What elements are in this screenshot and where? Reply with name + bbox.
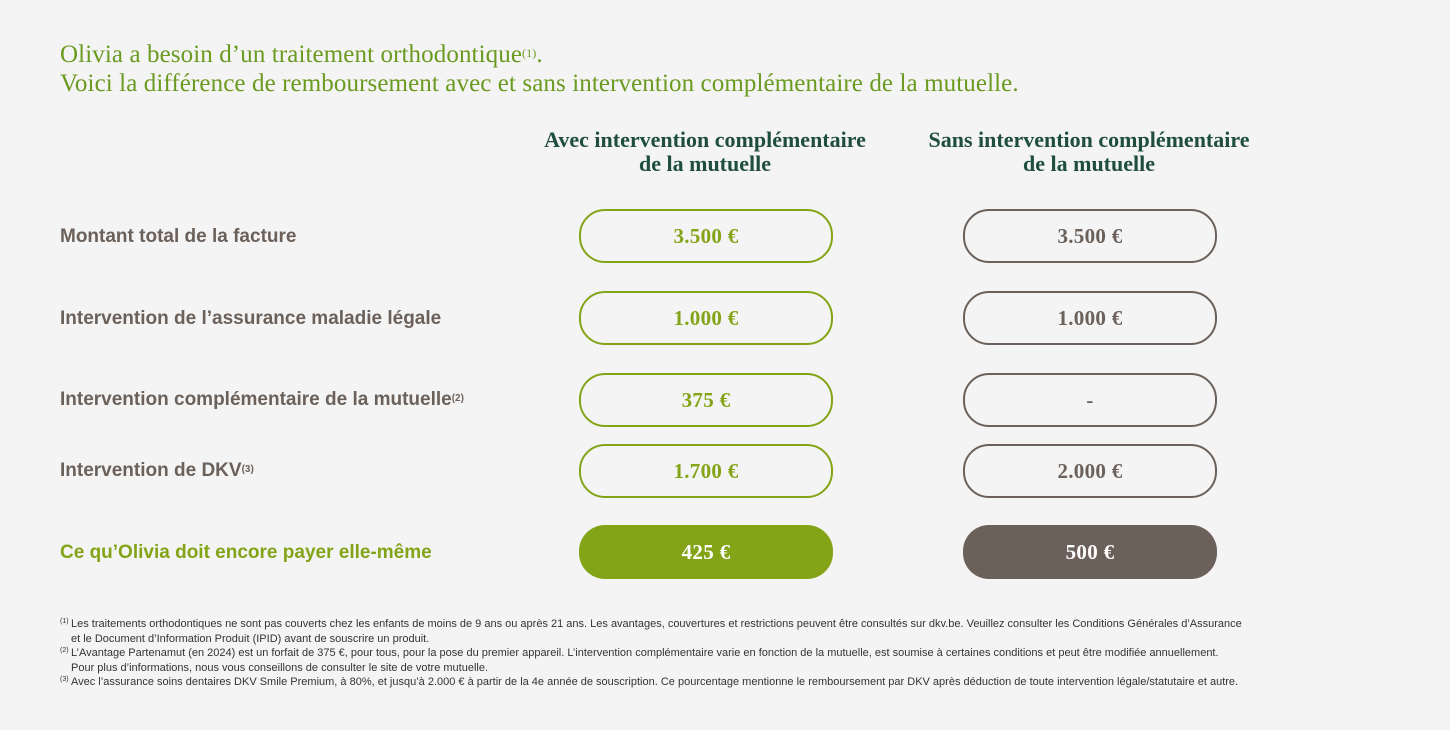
- column-header-with-mutuelle: Avec intervention complémentaire de la mutuelle: [544, 127, 866, 176]
- row-label-dkv: Intervention de DKV$^{(3)}$: [60, 460, 254, 481]
- value-without-mutuelle: -: [963, 373, 1217, 427]
- value-without-legal-insurance: 1.000 €: [963, 291, 1217, 345]
- row-label-total-invoice: Montant total de la facture: [60, 226, 297, 247]
- value-without-total-invoice: 3.500 €: [963, 209, 1217, 263]
- value-with-total-invoice: 3.500 €: [579, 209, 833, 263]
- footnote-ref-1: (1): [522, 46, 537, 60]
- row-label-legal-insurance: Intervention de l’assurance maladie légale: [60, 308, 442, 329]
- footnote-1: (1) Les traitements orthodontiques ne sont pas couverts chez les enfants de moins de 9 ans ou après 21 ans. Les avantages, couvertures et restrictions peuvent être consultés sur dkv.be. Veuillez consulter les Conditions Générales d’Assurance et le Document d’Information Produit (IPID) avant de souscrire un produit.: [60, 618, 1242, 645]
- footnote-ref-3: (3): [241, 464, 254, 475]
- footnote-ref-2: (2): [451, 393, 464, 404]
- value-with-mutuelle: 375 €: [579, 373, 833, 427]
- value-without-remaining-cost: 500 €: [963, 525, 1217, 579]
- row-label-remaining-cost: Ce qu’Olivia doit encore payer elle-même: [60, 542, 432, 563]
- title-line-2: Voici la différence de remboursement avec et sans intervention complémentaire de la mutuelle.: [60, 70, 1019, 97]
- title-line-1: Olivia a besoin d’un traitement orthodontique$^{(1)}$.: [60, 41, 543, 68]
- value-with-remaining-cost: 425 €: [579, 525, 833, 579]
- value-with-legal-insurance: 1.000 €: [579, 291, 833, 345]
- row-label-mutuelle: Intervention complémentaire de la mutuelle$^{(2)}$: [60, 389, 464, 410]
- footnotes: [60, 617, 1370, 690]
- value-with-dkv: 1.700 €: [579, 444, 833, 498]
- value-without-dkv: 2.000 €: [963, 444, 1217, 498]
- page-title: [60, 40, 1019, 98]
- footnote-2: (2) L’Avantage Partenamut (en 2024) est un forfait de 375 €, pour tous, pour la pose du premier appareil. L’intervention complémentaire varie en fonction de la mutuelle, est soumise à certaines conditions et peut être modifiée annuellement. Pour plus d’informations, nous vous conseillons de consulter le site de votre mutuelle.: [60, 647, 1219, 674]
- column-header-without-mutuelle: Sans intervention complémentaire de la mutuelle: [928, 127, 1250, 176]
- footnote-3: (3) Avec l’assurance soins dentaires DKV Smile Premium, à 80%, et jusqu’à 2.000 € à partir de la 4e année de souscription. Ce pourcentage mentionne le remboursement par DKV après déduction de toute intervention légale/statutaire et autre.: [60, 676, 1239, 689]
